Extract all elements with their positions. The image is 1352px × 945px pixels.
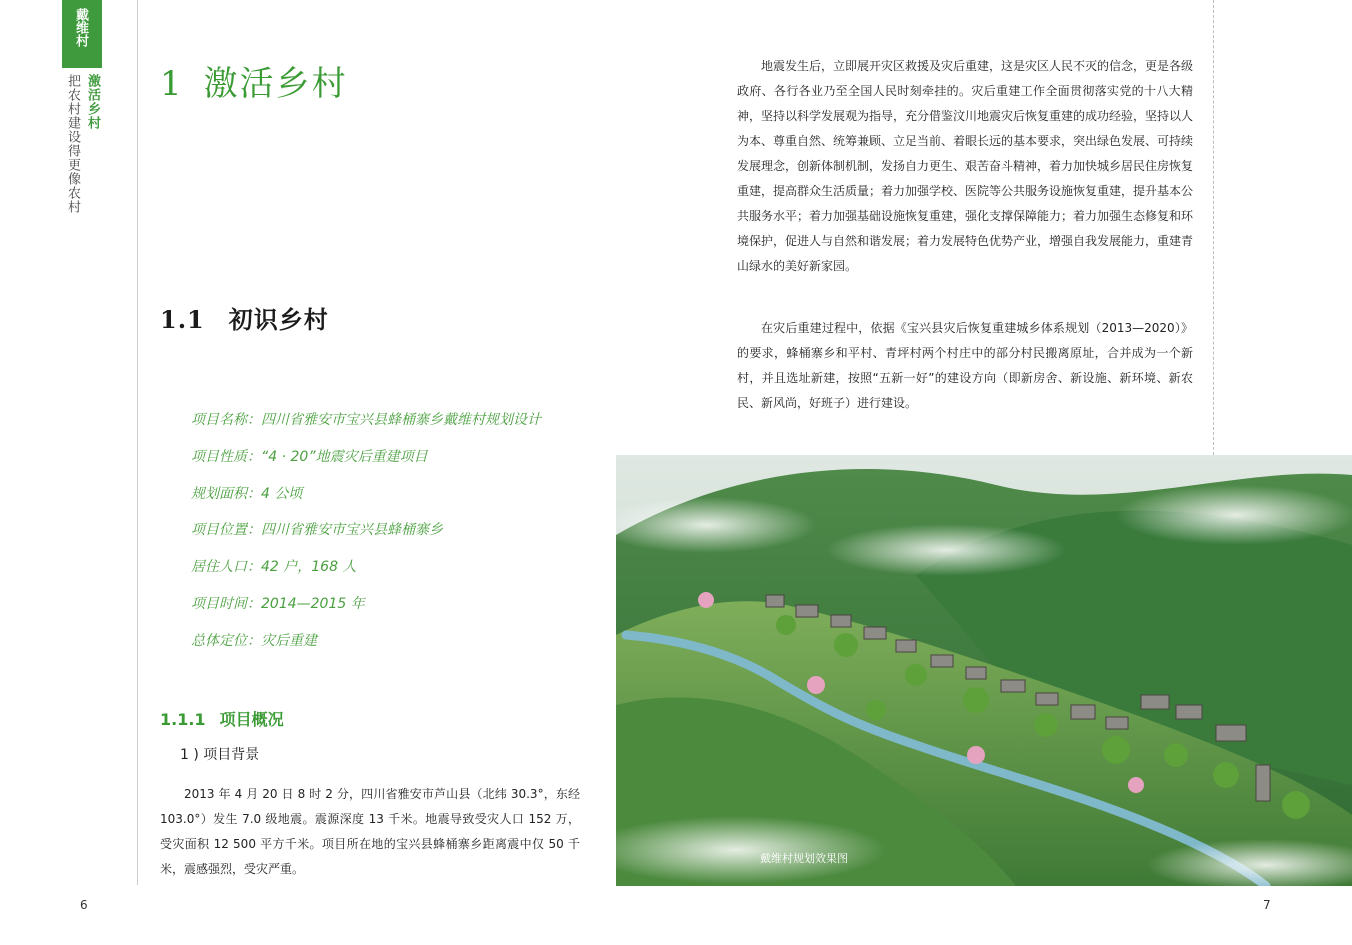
rendering-illustration <box>616 455 1352 886</box>
subsection-heading <box>160 707 284 730</box>
chapter-title: 激活乡村 <box>203 64 348 104</box>
side-tab <box>62 0 102 68</box>
section-heading <box>160 300 329 335</box>
reconstruction-paragraph: 地震发生后，立即展开灾区救援及灾后重建，这是灾区人民不灭的信念，更是各级政府、各行各业乃至全国人民时刻牵挂的。灾后重建工作全面贯彻落实党的十八大精神，坚持以科学发展观为指导，充分借鉴汶川地震灾后恢复重建的成功经验，坚持以人为本、尊重自然、统筹兼顾、立足当前、着眼长远的基本要求，突出绿色发展、可持续发展理念，创新体制机制，发扬自力更生、艰苦奋斗精神，着力加快城乡居民住房恢复重建，提高群众生活质量；着力加强学校、医院等公共服务设施恢复重建，提升基本公共服务水平；着力加强基础设施恢复重建，强化支撑保障能力；着力加强生态修复和环境保护，促进人与自然和谐发展；着力发展特色优势产业，增强自我发展能力，重建青山绿水的美好新家园。 <box>737 59 1194 273</box>
project-info-item: 规划面积：4 公顷 <box>191 485 303 502</box>
figure-caption: 戴维村规划效果图 <box>760 852 848 865</box>
chapter-number: 1 <box>160 64 184 104</box>
project-info-item: 总体定位：灾后重建 <box>191 632 317 649</box>
project-info-item: 项目名称：四川省雅安市宝兴县蜂桶寨乡戴维村规划设计 <box>191 412 541 428</box>
section-number: 1.1 <box>160 305 205 334</box>
section-tag: 激活乡村 <box>85 74 100 130</box>
background-paragraph: 2013 年 4 月 20 日 8 时 2 分，四川省雅安市芦山县（北纬 30.3°，东经 103.0°）发生 7.0 级地震。震源深度 13 千米。地震导致受灾人口 152 万，受灾面积 12 500 平方千米。项目所在地的宝兴县蜂桶寨乡距离震中仅 50 千米，震感强烈，受灾严重。 <box>160 787 580 876</box>
page-number-right: 7 <box>1263 898 1271 912</box>
project-info-item: 居住人口：42 户，168 人 <box>191 559 357 576</box>
running-title: 把农村建设得更像农村 <box>65 74 80 214</box>
project-info-list <box>191 408 541 666</box>
right-margin-rule <box>1213 0 1214 455</box>
project-info-item: 项目位置：四川省雅安市宝兴县蜂桶寨乡 <box>191 522 443 539</box>
left-margin-rule <box>137 0 138 885</box>
village-plan-rendering <box>616 455 1352 886</box>
relocation-paragraph: 在灾后重建过程中，依据《宝兴县灾后恢复重建城乡体系规划（2013—2020）》的要求，蜂桶寨乡和平村、青坪村两个村庄中的部分村民搬离原址，合并成为一个新村，并且选址新建，按照“五新一好”的建设方向（即新房舍、新设施、新环境、新农民、新风尚，好班子）进行建设。 <box>737 321 1193 410</box>
subsection-title: 项目概况 <box>219 710 284 729</box>
page-number-left: 6 <box>80 898 88 912</box>
project-info-item: 项目性质：“4 · 20”地震灾后重建项目 <box>191 448 428 465</box>
section-title: 初识乡村 <box>228 305 329 334</box>
subsection-number: 1.1.1 <box>160 710 206 729</box>
project-info-item: 项目时间：2014—2015 年 <box>191 595 365 612</box>
chapter-heading <box>160 56 348 105</box>
subsubsection-heading: 1 ) 项目背景 <box>180 747 260 763</box>
side-tab-label: 戴维村 <box>73 8 88 47</box>
